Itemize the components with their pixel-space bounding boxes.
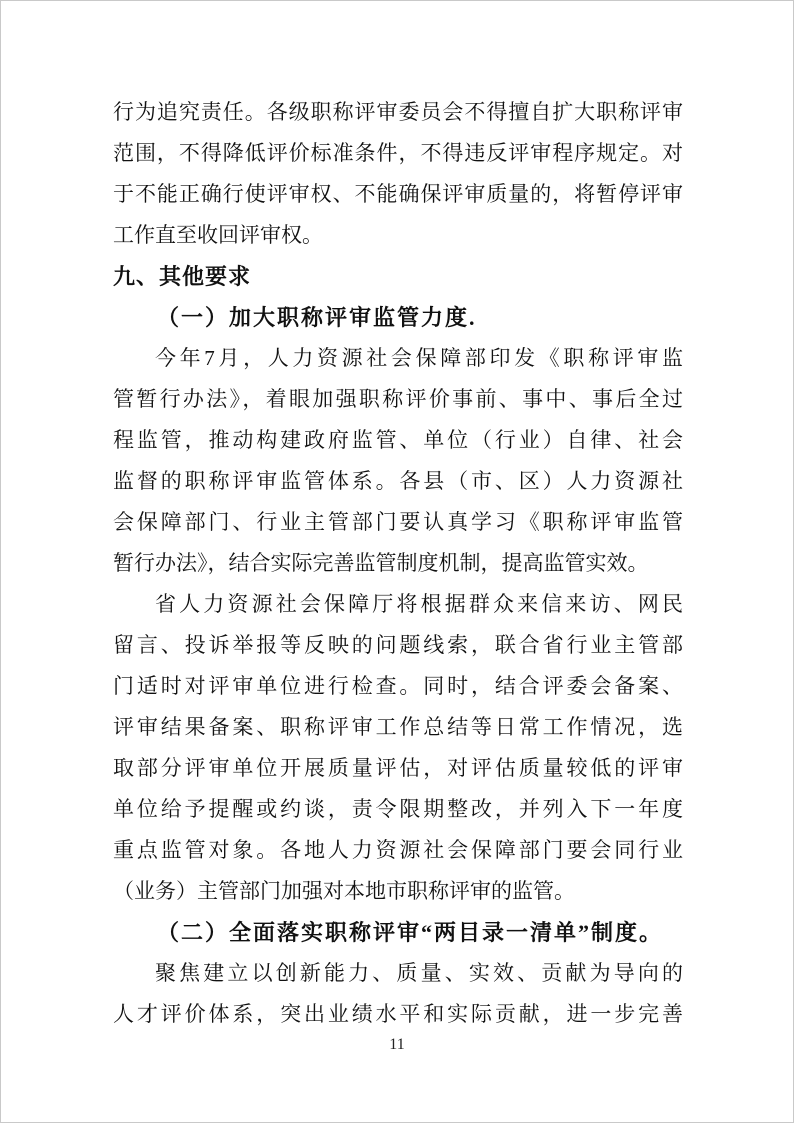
text-line: 省人力资源社会保障厅将根据群众来信来访、网民 [155, 592, 683, 616]
paragraph-talent-evaluation [113, 953, 683, 1035]
text-line: 单位给予提醒或约谈，责令限期整改，并列入下一年度 [113, 797, 683, 821]
text-line: 暂行办法》，结合实际完善监管制度机制，提高监管实效。 [113, 551, 649, 575]
text-line: 取部分评审单位开展质量评估，对评估质量较低的评审 [113, 756, 683, 780]
text-line: 今年7月，人力资源社会保障部印发《职称评审监 [155, 346, 683, 370]
subsection-heading-two: （二）全面落实职称评审“两目录一清单”制度。 [157, 920, 664, 945]
paragraph-supervision-measures [113, 338, 683, 584]
page-number: 11 [389, 1036, 405, 1053]
text-line: 程监管，推动构建政府监管、单位（行业）自律、社会 [113, 428, 683, 452]
text-line: 留言、投诉举报等反映的问题线索，联合省行业主管部 [113, 633, 683, 657]
text-line: 管暂行办法》，着眼加强职称评价事前、事中、事后全过 [113, 387, 683, 411]
text-line: 聚焦建立以创新能力、质量、实效、贡献为导向的 [155, 961, 683, 985]
subsection-heading-one: （一）加大职称评审监管力度. [157, 305, 477, 330]
section-heading-nine: 九、其他要求 [113, 264, 252, 289]
text-line: 重点监管对象。各地人力资源社会保障部门要会同行业 [113, 838, 683, 862]
paragraph-continued [113, 92, 683, 256]
text-line: 人才评价体系，突出业绩水平和实际贡献，进一步完善 [113, 1002, 683, 1026]
text-line: 于不能正确行使评审权、不能确保评审质量的，将暂停评审 [113, 182, 683, 206]
text-line: （业务）主管部门加强对本地市职称评审的监管。 [113, 879, 575, 903]
text-line: 行为追究责任。各级职称评审委员会不得擅自扩大职称评审 [113, 100, 683, 124]
text-line: 工作直至收回评审权。 [113, 223, 323, 247]
text-line: 门适时对评审单位进行检查。同时，结合评委会备案、 [113, 674, 683, 698]
text-line: 监督的职称评审监管体系。各县（市、区）人力资源社 [113, 469, 683, 493]
text-line: 评审结果备案、职称评审工作总结等日常工作情况，选 [113, 715, 683, 739]
text-line: 范围，不得降低评价标准条件，不得违反评审程序规定。对 [113, 141, 683, 165]
text-line: 会保障部门、行业主管部门要认真学习《职称评审监管 [113, 510, 683, 534]
document-body [113, 92, 683, 1035]
paragraph-provincial-inspection [113, 584, 683, 912]
